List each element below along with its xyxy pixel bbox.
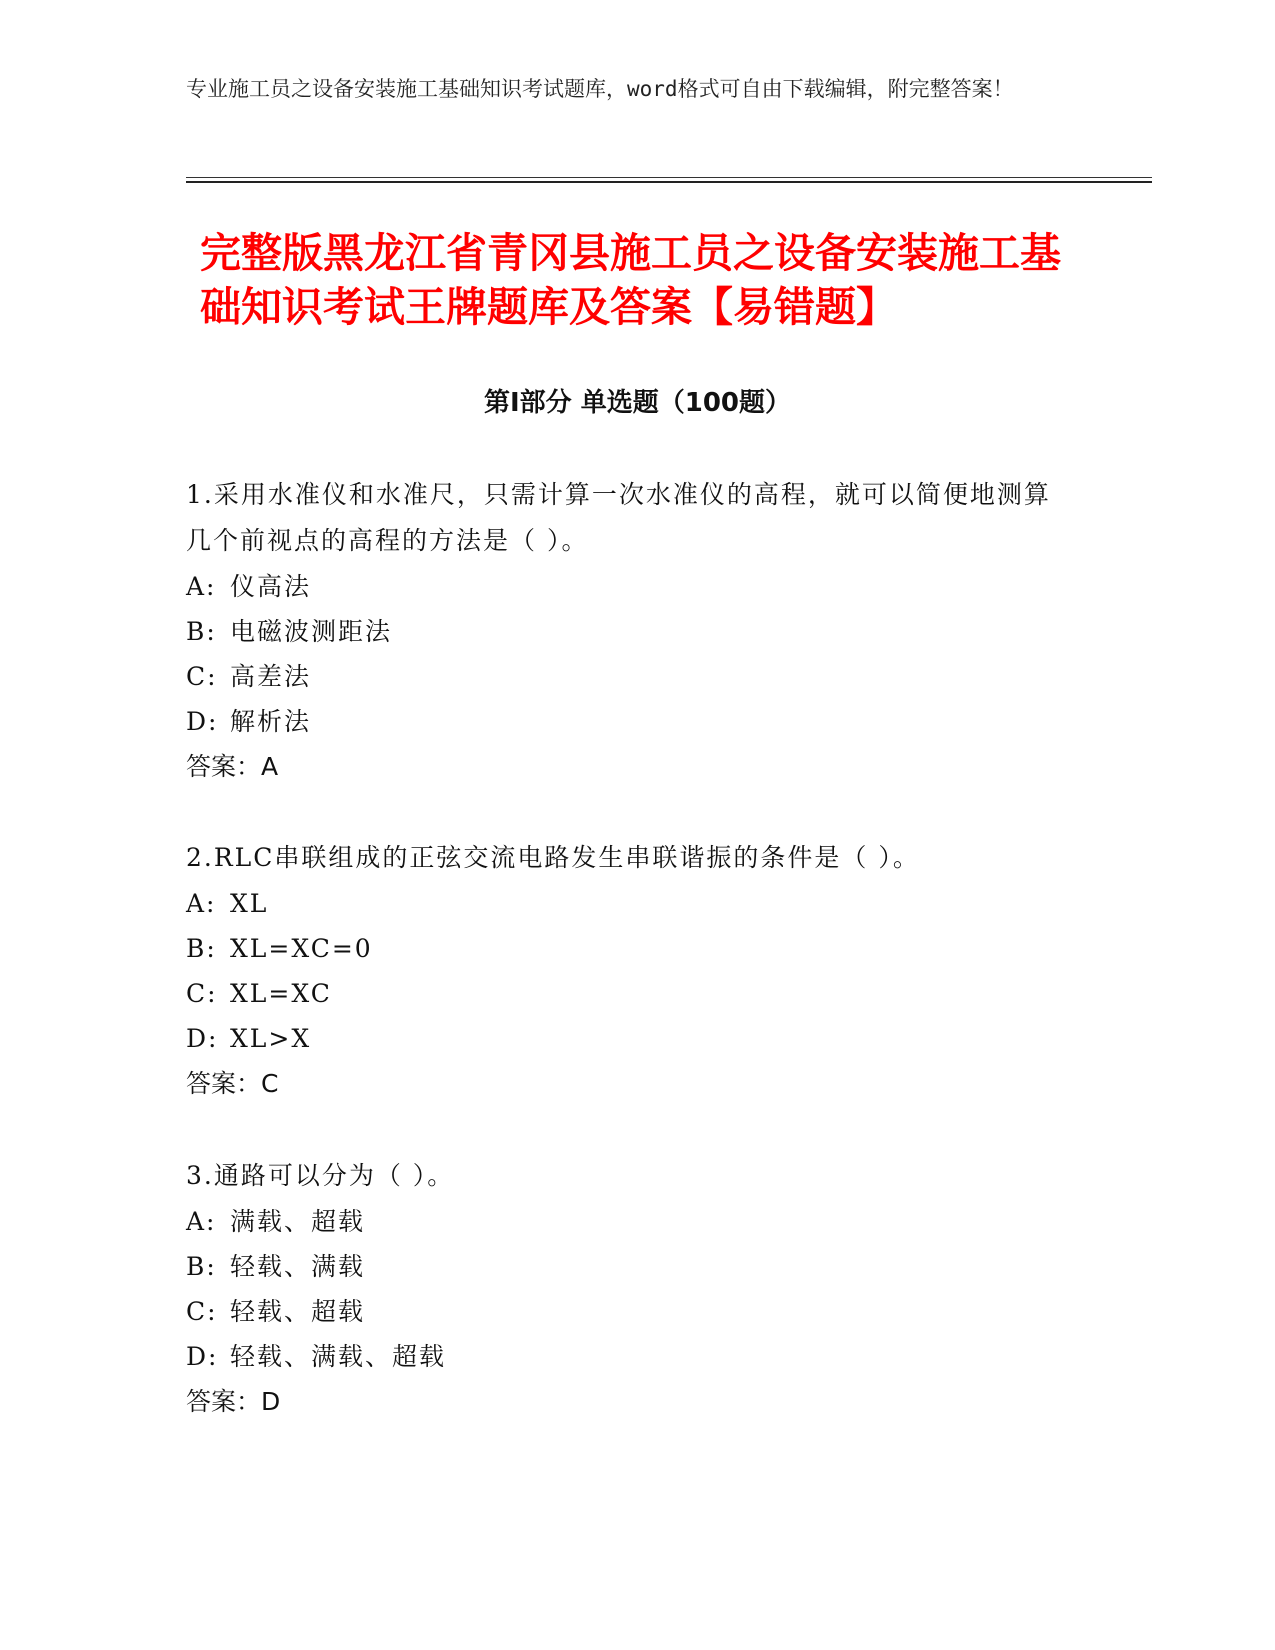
option-d — [186, 699, 1066, 744]
option-text: XL>X — [230, 1024, 312, 1053]
option-key: C: — [186, 1297, 218, 1326]
option-d — [186, 1334, 1066, 1379]
section-title: 第Ⅰ部分 单选题（100题） — [484, 388, 791, 418]
header-divider-thin — [186, 177, 1152, 178]
header-note: 专业施工员之设备安装施工基础知识考试题库，word格式可自由下载编辑，附完整答案！ — [186, 77, 1014, 101]
answer: 答案：A — [186, 752, 279, 781]
option-key: C: — [186, 979, 218, 1008]
option-a — [186, 564, 1066, 609]
option-key: B: — [186, 617, 217, 646]
document-title: 完整版黑龙江省青冈县施工员之设备安装施工基础知识考试王牌题库及答案【易错题】 — [200, 229, 1061, 331]
option-text: 轻载、满载、超载 — [230, 1342, 447, 1371]
option-key: D: — [186, 707, 219, 736]
option-b — [186, 926, 1066, 971]
answer: 答案：C — [186, 1069, 279, 1098]
option-key: D: — [186, 1342, 219, 1371]
option-c — [186, 1289, 1066, 1334]
question-stem: 2.RLC串联组成的正弦交流电路发生串联谐振的条件是（ ）。 — [186, 843, 920, 872]
option-text: 解析法 — [230, 707, 312, 736]
option-key: D: — [186, 1024, 219, 1053]
option-key: B: — [186, 934, 217, 963]
option-a — [186, 881, 1066, 926]
option-key: A: — [186, 1207, 217, 1236]
option-key: A: — [186, 889, 217, 918]
option-b — [186, 609, 1066, 654]
question-stem: 1.采用水准仪和水准尺，只需计算一次水准仪的高程，就可以简便地测算几个前视点的高程的方法是（ ）。 — [186, 480, 1051, 555]
option-text: 高差法 — [230, 662, 312, 691]
question-3 — [186, 1153, 1066, 1424]
option-c — [186, 654, 1066, 699]
option-text: 电磁波测距法 — [230, 617, 393, 646]
option-a — [186, 1199, 1066, 1244]
option-c — [186, 971, 1066, 1016]
question-1 — [186, 472, 1066, 789]
option-key: A: — [186, 572, 217, 601]
option-text: 仪高法 — [230, 572, 312, 601]
option-b — [186, 1244, 1066, 1289]
option-key: C: — [186, 662, 218, 691]
option-text: 轻载、超载 — [230, 1297, 366, 1326]
option-text: XL=XC — [230, 979, 332, 1008]
option-d — [186, 1016, 1066, 1061]
header-divider-thick — [186, 181, 1152, 183]
option-key: B: — [186, 1252, 217, 1281]
answer: 答案：D — [186, 1387, 281, 1416]
option-text: XL — [230, 889, 269, 918]
option-text: 轻载、满载 — [230, 1252, 366, 1281]
question-stem: 3.通路可以分为（ ）。 — [186, 1161, 455, 1190]
option-text: 满载、超载 — [230, 1207, 366, 1236]
question-2 — [186, 835, 1066, 1106]
option-text: XL=XC=0 — [230, 934, 373, 963]
